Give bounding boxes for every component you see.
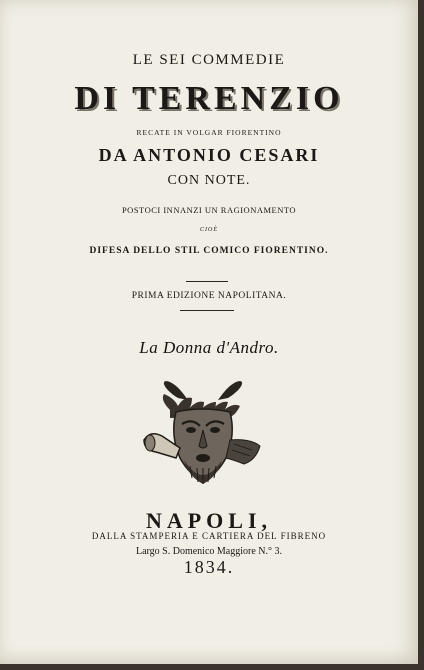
author-title: DI TERENZIO [74, 80, 344, 117]
handwritten-inscription: La Donna d'Andro. [139, 338, 279, 357]
translation-note: RECATE IN VOLGAR FIORENTINO [136, 128, 282, 137]
collection-title: LE SEI COMMEDIE [132, 52, 286, 68]
connector-word: CIOÈ [200, 227, 218, 233]
page-edge-right [418, 0, 424, 670]
publication-city: NAPOLI, [145, 508, 273, 533]
theatrical-satyr-mask-icon [140, 380, 265, 490]
printer-address: Largo S. Domenico Maggiore N.° 3. [135, 546, 282, 557]
rule-bottom [180, 310, 234, 311]
publication-year: 1834. [183, 557, 235, 577]
page-edge-bottom [0, 664, 424, 670]
printer-name: DALLA STAMPERIA E CARTIERA DEL FIBRENO [91, 531, 327, 541]
translator-name: DA ANTONIO CESARI [98, 145, 320, 165]
edition-line: PRIMA EDIZIONE NAPOLITANA. [131, 291, 287, 301]
notes-line: CON NOTE. [167, 173, 251, 188]
preface-line: POSTOCI INNANZI UN RAGIONAMENTO [121, 205, 297, 215]
rule-top [186, 281, 228, 282]
defense-line: DIFESA DELLO STIL COMICO FIORENTINO. [89, 246, 329, 256]
